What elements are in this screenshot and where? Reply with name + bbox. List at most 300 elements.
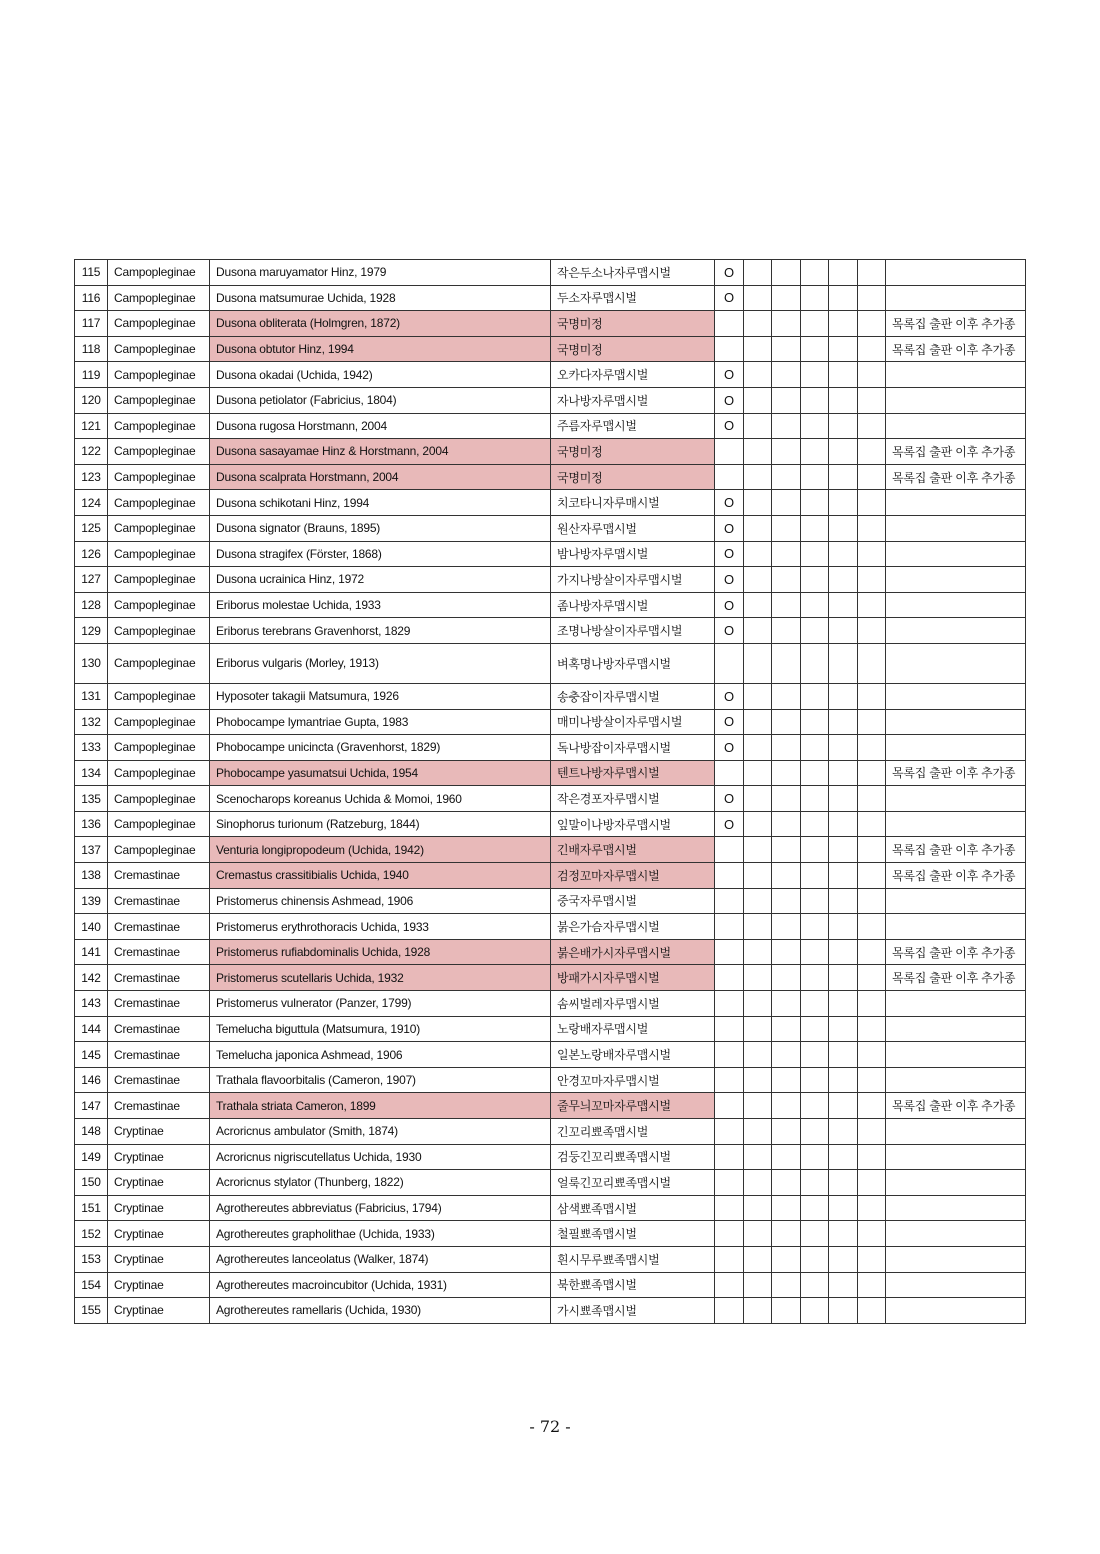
table-row [75,362,1026,388]
empty-cell [801,439,829,465]
korean-name-cell: 일본노랑배자루맵시벌 [551,1042,715,1068]
korean-name-cell: 매미나방살이자루맵시벌 [551,709,715,735]
note-cell [886,1221,1026,1247]
scientific-name-cell: Temelucha biguttula (Matsumura, 1910) [210,1016,551,1042]
subfamily-cell: Campopleginae [108,618,210,644]
korean-name-cell: 치코타니자루매시벌 [551,490,715,516]
row-number: 145 [75,1042,108,1068]
empty-cell [829,260,858,286]
note-cell: 목록집 출판 이후 추가종 [886,336,1026,362]
empty-cell [858,387,886,413]
note-cell [886,643,1026,683]
empty-cell [858,888,886,914]
row-number: 127 [75,567,108,593]
scientific-name-cell: Dusona stragifex (Förster, 1868) [210,541,551,567]
korean-name-cell: 솜씨벌레자루맵시벌 [551,991,715,1017]
empty-cell [744,541,772,567]
empty-cell [744,1170,772,1196]
korean-name-cell: 조명나방살이자루맵시벌 [551,618,715,644]
korean-name-cell: 붉은가슴자루맵시벌 [551,914,715,940]
row-number: 134 [75,760,108,786]
table-row [75,939,1026,965]
empty-cell [772,1221,801,1247]
empty-cell [829,1298,858,1324]
scientific-name-cell: Phobocampe unicincta (Gravenhorst, 1829) [210,735,551,761]
empty-cell [858,1093,886,1119]
note-cell [886,362,1026,388]
korean-name-cell: 국명미정 [551,464,715,490]
subfamily-cell: Cremastinae [108,1016,210,1042]
korean-name-cell: 국명미정 [551,336,715,362]
empty-cell [858,567,886,593]
empty-cell [801,863,829,889]
subfamily-cell: Campopleginae [108,760,210,786]
empty-cell [829,515,858,541]
scientific-name-cell: Eriborus molestae Uchida, 1933 [210,592,551,618]
presence-mark-cell: O [715,786,744,812]
subfamily-cell: Cryptinae [108,1298,210,1324]
presence-mark-cell: O [715,260,744,286]
empty-cell [772,285,801,311]
empty-cell [858,939,886,965]
presence-mark-cell [715,464,744,490]
presence-mark-cell [715,991,744,1017]
empty-cell [829,709,858,735]
subfamily-cell: Cremastinae [108,965,210,991]
scientific-name-cell: Eriborus vulgaris (Morley, 1913) [210,643,551,683]
row-number: 146 [75,1067,108,1093]
korean-name-cell: 텐트나방자루맵시벌 [551,760,715,786]
presence-mark-cell [715,1195,744,1221]
korean-name-cell: 자나방자루맵시벌 [551,387,715,413]
empty-cell [744,811,772,837]
scientific-name-cell: Dusona matsumurae Uchida, 1928 [210,285,551,311]
table-row [75,464,1026,490]
empty-cell [744,709,772,735]
row-number: 125 [75,515,108,541]
table-row [75,1016,1026,1042]
scientific-name-cell: Pristomerus erythrothoracis Uchida, 1933 [210,914,551,940]
empty-cell [744,1221,772,1247]
note-cell [886,285,1026,311]
presence-mark-cell [715,1119,744,1145]
row-number: 139 [75,888,108,914]
empty-cell [858,362,886,388]
empty-cell [772,786,801,812]
scientific-name-cell: Dusona rugosa Horstmann, 2004 [210,413,551,439]
note-cell: 목록집 출판 이후 추가종 [886,863,1026,889]
empty-cell [772,1016,801,1042]
empty-cell [772,760,801,786]
presence-mark-cell [715,643,744,683]
empty-cell [744,1195,772,1221]
empty-cell [858,1067,886,1093]
scientific-name-cell: Agrothereutes macroincubitor (Uchida, 1931) [210,1272,551,1298]
empty-cell [858,439,886,465]
scientific-name-cell: Agrothereutes lanceolatus (Walker, 1874) [210,1246,551,1272]
empty-cell [801,490,829,516]
subfamily-cell: Campopleginae [108,786,210,812]
empty-cell [829,1170,858,1196]
korean-name-cell: 줄무늬꼬마자루맵시벌 [551,1093,715,1119]
empty-cell [858,260,886,286]
empty-cell [858,735,886,761]
korean-name-cell: 벼혹명나방자루맵시벌 [551,643,715,683]
empty-cell [858,618,886,644]
scientific-name-cell: Pristomerus rufiabdominalis Uchida, 1928 [210,939,551,965]
row-number: 116 [75,285,108,311]
table-row [75,709,1026,735]
subfamily-cell: Campopleginae [108,439,210,465]
korean-name-cell: 방패가시자루맵시벌 [551,965,715,991]
empty-cell [772,311,801,337]
table-row [75,592,1026,618]
subfamily-cell: Cremastinae [108,914,210,940]
scientific-name-cell: Agrothereutes abbreviatus (Fabricius, 1794) [210,1195,551,1221]
empty-cell [829,336,858,362]
row-number: 136 [75,811,108,837]
empty-cell [772,709,801,735]
table-row [75,618,1026,644]
empty-cell [858,1272,886,1298]
empty-cell [744,362,772,388]
empty-cell [744,260,772,286]
row-number: 151 [75,1195,108,1221]
presence-mark-cell: O [715,285,744,311]
empty-cell [744,1272,772,1298]
empty-cell [772,1195,801,1221]
subfamily-cell: Cremastinae [108,1042,210,1068]
empty-cell [801,914,829,940]
empty-cell [744,888,772,914]
table-row [75,311,1026,337]
empty-cell [772,541,801,567]
empty-cell [801,991,829,1017]
note-cell [886,1246,1026,1272]
empty-cell [744,413,772,439]
subfamily-cell: Cryptinae [108,1246,210,1272]
empty-cell [829,1042,858,1068]
empty-cell [829,643,858,683]
table-row [75,285,1026,311]
empty-cell [744,1067,772,1093]
row-number: 119 [75,362,108,388]
empty-cell [772,1246,801,1272]
empty-cell [801,541,829,567]
table-row [75,735,1026,761]
table-row [75,965,1026,991]
empty-cell [772,1144,801,1170]
empty-cell [801,567,829,593]
empty-cell [772,991,801,1017]
empty-cell [801,888,829,914]
subfamily-cell: Cremastinae [108,939,210,965]
empty-cell [858,643,886,683]
subfamily-cell: Campopleginae [108,592,210,618]
empty-cell [772,567,801,593]
note-cell [886,1298,1026,1324]
empty-cell [829,387,858,413]
presence-mark-cell: O [715,567,744,593]
empty-cell [772,336,801,362]
scientific-name-cell: Dusona petiolator (Fabricius, 1804) [210,387,551,413]
presence-mark-cell: O [715,735,744,761]
empty-cell [829,1067,858,1093]
empty-cell [744,837,772,863]
row-number: 135 [75,786,108,812]
row-number: 148 [75,1119,108,1145]
note-cell [886,1067,1026,1093]
empty-cell [772,863,801,889]
note-cell [886,260,1026,286]
empty-cell [801,592,829,618]
korean-name-cell: 원산자루맵시벌 [551,515,715,541]
scientific-name-cell: Dusona sasayamae Hinz & Horstmann, 2004 [210,439,551,465]
empty-cell [744,1246,772,1272]
korean-name-cell: 국명미정 [551,439,715,465]
empty-cell [772,618,801,644]
presence-mark-cell [715,1042,744,1068]
scientific-name-cell: Eriborus terebrans Gravenhorst, 1829 [210,618,551,644]
row-number: 117 [75,311,108,337]
empty-cell [772,464,801,490]
presence-mark-cell [715,1170,744,1196]
presence-mark-cell [715,1016,744,1042]
scientific-name-cell: Pristomerus scutellaris Uchida, 1932 [210,965,551,991]
subfamily-cell: Cremastinae [108,863,210,889]
scientific-name-cell: Phobocampe yasumatsui Uchida, 1954 [210,760,551,786]
row-number: 118 [75,336,108,362]
presence-mark-cell: O [715,618,744,644]
row-number: 152 [75,1221,108,1247]
empty-cell [744,464,772,490]
table-row [75,515,1026,541]
korean-name-cell: 얼룩긴꼬리뾰족맵시벌 [551,1170,715,1196]
empty-cell [801,387,829,413]
korean-name-cell: 철필뾰족맵시벌 [551,1221,715,1247]
scientific-name-cell: Dusona ucrainica Hinz, 1972 [210,567,551,593]
empty-cell [801,1119,829,1145]
table-row [75,683,1026,709]
empty-cell [801,285,829,311]
table-row [75,1093,1026,1119]
presence-mark-cell [715,311,744,337]
empty-cell [829,362,858,388]
subfamily-cell: Cryptinae [108,1272,210,1298]
empty-cell [829,490,858,516]
empty-cell [772,515,801,541]
empty-cell [858,1170,886,1196]
empty-cell [801,1195,829,1221]
korean-name-cell: 가지나방살이자루맵시벌 [551,567,715,593]
subfamily-cell: Cryptinae [108,1144,210,1170]
korean-name-cell: 잎말이나방자루맵시벌 [551,811,715,837]
empty-cell [829,965,858,991]
row-number: 140 [75,914,108,940]
note-cell [886,1144,1026,1170]
note-cell [886,735,1026,761]
empty-cell [829,760,858,786]
empty-cell [858,991,886,1017]
table-row [75,811,1026,837]
table-row [75,1221,1026,1247]
table-row [75,1195,1026,1221]
empty-cell [858,592,886,618]
korean-name-cell: 안경꼬마자루맵시벌 [551,1067,715,1093]
presence-mark-cell [715,336,744,362]
empty-cell [858,541,886,567]
empty-cell [772,490,801,516]
empty-cell [801,413,829,439]
note-cell [886,1195,1026,1221]
empty-cell [772,735,801,761]
subfamily-cell: Campopleginae [108,709,210,735]
empty-cell [829,311,858,337]
empty-cell [858,811,886,837]
empty-cell [744,567,772,593]
table-row [75,1119,1026,1145]
empty-cell [858,709,886,735]
table-row [75,1170,1026,1196]
empty-cell [744,863,772,889]
korean-name-cell: 밤나방자루맵시벌 [551,541,715,567]
empty-cell [858,1195,886,1221]
table-row [75,1067,1026,1093]
empty-cell [801,735,829,761]
empty-cell [772,1093,801,1119]
subfamily-cell: Campopleginae [108,285,210,311]
note-cell: 목록집 출판 이후 추가종 [886,439,1026,465]
subfamily-cell: Campopleginae [108,336,210,362]
presence-mark-cell [715,914,744,940]
empty-cell [772,387,801,413]
presence-mark-cell [715,939,744,965]
empty-cell [801,1246,829,1272]
empty-cell [801,1042,829,1068]
row-number: 143 [75,991,108,1017]
empty-cell [772,1042,801,1068]
empty-cell [801,1298,829,1324]
empty-cell [772,260,801,286]
scientific-name-cell: Venturia longipropodeum (Uchida, 1942) [210,837,551,863]
table-row [75,888,1026,914]
empty-cell [858,1042,886,1068]
note-cell [886,1119,1026,1145]
empty-cell [858,1246,886,1272]
presence-mark-cell [715,1067,744,1093]
empty-cell [829,786,858,812]
empty-cell [772,914,801,940]
empty-cell [744,311,772,337]
korean-name-cell: 두소자루맵시벌 [551,285,715,311]
empty-cell [744,439,772,465]
empty-cell [744,683,772,709]
empty-cell [801,260,829,286]
scientific-name-cell: Dusona okadai (Uchida, 1942) [210,362,551,388]
korean-name-cell: 국명미정 [551,311,715,337]
empty-cell [772,1272,801,1298]
empty-cell [829,1093,858,1119]
row-number: 142 [75,965,108,991]
korean-name-cell: 검둥긴꼬리뾰족맵시벌 [551,1144,715,1170]
presence-mark-cell [715,439,744,465]
empty-cell [858,914,886,940]
empty-cell [801,760,829,786]
row-number: 132 [75,709,108,735]
empty-cell [858,413,886,439]
empty-cell [801,837,829,863]
empty-cell [801,643,829,683]
empty-cell [829,1016,858,1042]
empty-cell [744,285,772,311]
row-number: 121 [75,413,108,439]
scientific-name-cell: Pristomerus chinensis Ashmead, 1906 [210,888,551,914]
scientific-name-cell: Scenocharops koreanus Uchida & Momoi, 1960 [210,786,551,812]
subfamily-cell: Campopleginae [108,541,210,567]
empty-cell [772,837,801,863]
empty-cell [829,863,858,889]
korean-name-cell: 긴꼬리뾰족맵시벌 [551,1119,715,1145]
note-cell [886,592,1026,618]
note-cell [886,914,1026,940]
subfamily-cell: Campopleginae [108,362,210,388]
presence-mark-cell: O [715,541,744,567]
table-row [75,1144,1026,1170]
empty-cell [744,735,772,761]
empty-cell [829,811,858,837]
page-number: - 72 - [529,1417,571,1436]
note-cell [886,1042,1026,1068]
row-number: 133 [75,735,108,761]
subfamily-cell: Cremastinae [108,888,210,914]
empty-cell [772,939,801,965]
table-row [75,541,1026,567]
empty-cell [772,811,801,837]
table-row [75,1298,1026,1324]
table-row [75,1246,1026,1272]
scientific-name-cell: Dusona maruyamator Hinz, 1979 [210,260,551,286]
empty-cell [801,362,829,388]
subfamily-cell: Campopleginae [108,643,210,683]
empty-cell [772,1067,801,1093]
empty-cell [801,939,829,965]
empty-cell [829,1246,858,1272]
note-cell [886,991,1026,1017]
note-cell [886,786,1026,812]
presence-mark-cell: O [715,413,744,439]
subfamily-cell: Campopleginae [108,837,210,863]
korean-name-cell: 작은경포자루맵시벌 [551,786,715,812]
empty-cell [772,1119,801,1145]
note-cell [886,1170,1026,1196]
note-cell [886,567,1026,593]
subfamily-cell: Campopleginae [108,387,210,413]
scientific-name-cell: Dusona obliterata (Holmgren, 1872) [210,311,551,337]
row-number: 138 [75,863,108,889]
presence-mark-cell [715,760,744,786]
empty-cell [829,914,858,940]
empty-cell [858,965,886,991]
korean-name-cell: 가시뾰족맵시벌 [551,1298,715,1324]
empty-cell [801,311,829,337]
scientific-name-cell: Dusona schikotani Hinz, 1994 [210,490,551,516]
table-row [75,413,1026,439]
empty-cell [772,592,801,618]
empty-cell [801,786,829,812]
empty-cell [801,709,829,735]
row-number: 147 [75,1093,108,1119]
empty-cell [858,490,886,516]
